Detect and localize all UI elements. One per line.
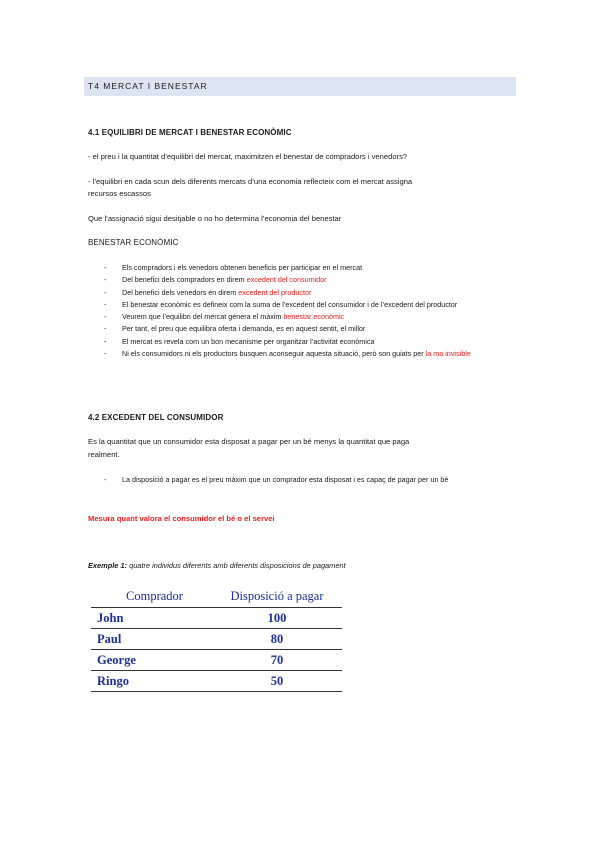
highlight-term: quant valora el consumidor el bé o el servei	[116, 514, 275, 523]
list-item: - Per tant, el preu que equilibra oferta i demanda, es en aquest sentit, el millor	[104, 323, 520, 335]
table-row	[91, 671, 342, 692]
list-item: - La disposició a pagar es el preu màxim que un comprador esta disposat i es capaç de pagar per un bé	[104, 474, 514, 486]
paragraph-assignacio: Que l’assignació sigui desitjable o no ho determina l’economia del benestar	[88, 214, 342, 223]
example-caption: Exemple 1: quatre individus diferents amb diferents disposicions de pagament	[88, 561, 346, 570]
column-header: Comprador	[91, 585, 212, 608]
paragraph-equilibri-line1: - l’equilibri en cada scun dels diferents mercats d’una economia reflecteix com el mercat assigna	[88, 177, 413, 186]
highlight-term: benestar econòmic	[283, 312, 345, 322]
table-row	[91, 650, 342, 671]
paragraph-equilibri-line2: recursos escassos	[88, 189, 151, 198]
list-item: - El mercat es revela com un bon mecanisme per organitzar l’activitat econòmica	[104, 336, 520, 348]
list-item: - Veurem que l’equilibri del mercat genera el màxim benestar econòmic	[104, 311, 520, 323]
list-item: - Del benefici dels compradors en direm excedent del consumidor	[104, 274, 520, 286]
paragraph-question: - el preu i la quantitat d’equilibri del mercat, maximitzen el benestar de compradors i venedors?	[88, 152, 408, 161]
table-header-row	[91, 585, 342, 608]
disposicio-table	[91, 585, 342, 692]
highlight-term: la ma invisible	[425, 349, 471, 359]
table-cell: 70	[212, 650, 342, 671]
table-cell: 50	[212, 671, 342, 692]
table-cell: George	[91, 650, 212, 671]
section-heading-excedent: 4.2 EXCEDENT DEL CONSUMIDOR	[88, 413, 224, 422]
table-row	[91, 608, 342, 629]
list-item: - Del benefici dels venedors en direm excedent del productor	[104, 287, 520, 299]
table-cell: 80	[212, 629, 342, 650]
benestar-list	[104, 262, 520, 360]
table-cell: 100	[212, 608, 342, 629]
section-heading-equilibri: 4.1 EQUILIBRI DE MERCAT I BENESTAR ECONÒMIC	[88, 128, 292, 137]
list-item: - El benestar econòmic es defineix com la suma de l’excedent del consumidor i de l’excedent del productor	[104, 299, 520, 311]
list-item: - Els compradors i els venedors obtenen beneficis per participar en el mercat	[104, 262, 520, 274]
table-cell: Paul	[91, 629, 212, 650]
list-item: - Ni els consumidors ni els productors busquen aconseguir aquesta situació, però son guiats per la ma invisible	[104, 348, 520, 360]
table-row	[91, 629, 342, 650]
column-header: Disposició a pagar	[212, 585, 342, 608]
disposicio-list	[104, 474, 514, 486]
paragraph-measure: Mesura quant valora el consumidor el bé o el servei	[88, 514, 275, 523]
table-cell: John	[91, 608, 212, 629]
highlight-term: excedent del consumidor	[246, 275, 327, 285]
section-heading-benestar: BENESTAR ECONÒMIC	[88, 238, 179, 247]
highlight-term: excedent del productor	[238, 287, 312, 297]
paragraph-definition: Es la quantitat que un consumidor esta disposat a pagar per un bé menys la quantitat que paga realment.	[88, 437, 410, 459]
document-title: T4 MERCAT I BENESTAR	[84, 77, 516, 96]
table-cell: Ringo	[91, 671, 212, 692]
